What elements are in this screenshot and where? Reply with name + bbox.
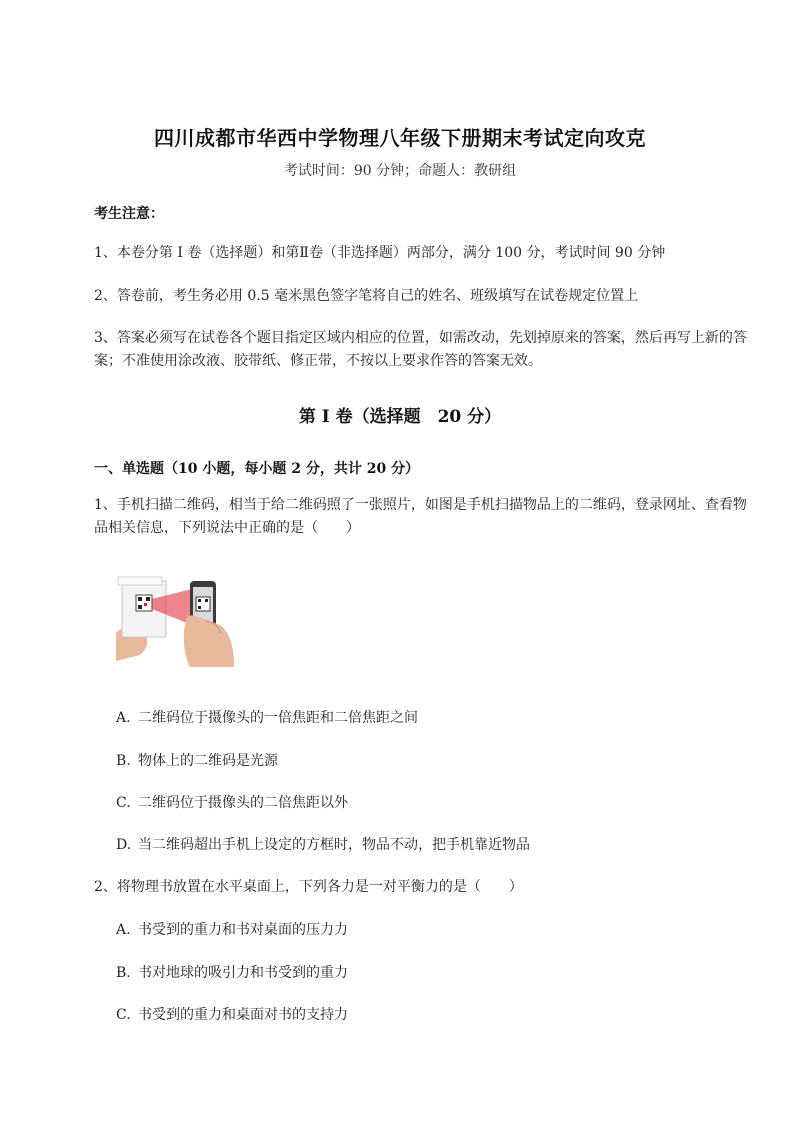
option-text: 物体上的二维码是光源: [138, 753, 278, 769]
right-hand-shape: [184, 615, 234, 667]
question-2-option-a[interactable]: [116, 919, 348, 939]
qr-scan-figure: [116, 575, 234, 667]
option-letter: D.: [116, 837, 132, 853]
exam-subtitle: 考试时间：90 分钟；命题人：教研组: [283, 163, 517, 179]
option-letter: A.: [116, 922, 131, 938]
notice-heading: 考生注意：: [94, 206, 164, 222]
notice-item-2: 2、答卷前，考生务必用 0.5 毫米黑色签字笔将自己的姓名、班级填写在试卷规定位置上: [94, 288, 639, 304]
part-heading: 一、单选题（10 小题，每小题 2 分，共计 20 分）: [94, 461, 420, 477]
question-1-option-a[interactable]: [116, 707, 418, 727]
question-1-option-c[interactable]: [116, 792, 348, 812]
qr-scan-illustration: [116, 575, 234, 667]
option-letter: C.: [116, 795, 131, 811]
notice-item-1: 1、本卷分第 I 卷（选择题）和第Ⅱ卷（非选择题）两部分，满分 100 分，考试时间 90 分钟: [94, 245, 666, 261]
question-1-option-d[interactable]: [116, 834, 530, 854]
question-2-stem: 2、将物理书放置在水平桌面上，下列各力是一对平衡力的是（ ）: [94, 879, 523, 895]
option-letter: A.: [116, 710, 131, 726]
option-text: 二维码位于摄像头的一倍焦距和二倍焦距之间: [138, 710, 418, 726]
option-text: 书受到的重力和桌面对书的支持力: [138, 1007, 348, 1023]
question-1-stem: 1、手机扫描二维码，相当于给二维码照了一张照片，如图是手机扫描物品上的二维码，登录网址、查看物品相关信息，下列说法中正确的是（ ）: [94, 497, 747, 536]
option-text: 书对地球的吸引力和书受到的重力: [138, 965, 348, 981]
question-1-option-b[interactable]: [116, 750, 278, 770]
exam-title: 四川成都市华西中学物理八年级下册期末考试定向攻克: [154, 126, 646, 150]
option-letter: C.: [116, 1007, 131, 1023]
option-text: 二维码位于摄像头的二倍焦距以外: [138, 795, 348, 811]
question-2-option-b[interactable]: [116, 962, 348, 982]
section-title: 第 I 卷（选择题 20 分）: [298, 407, 502, 427]
option-text: 书受到的重力和书对桌面的压力力: [138, 922, 348, 938]
notice-item-3: 3、答案必须写在试卷各个题目指定区域内相应的位置，如需改动，先划掉原来的答案，然后再写上新的答案；不准使用涂改液、胶带纸、修正带，不按以上要求作答的答案无效。: [94, 330, 747, 369]
option-text: 当二维码超出手机上设定的方框时，物品不动，把手机靠近物品: [138, 837, 530, 853]
question-2-option-c[interactable]: [116, 1004, 348, 1024]
option-letter: B.: [116, 965, 131, 981]
option-letter: B.: [116, 753, 131, 769]
